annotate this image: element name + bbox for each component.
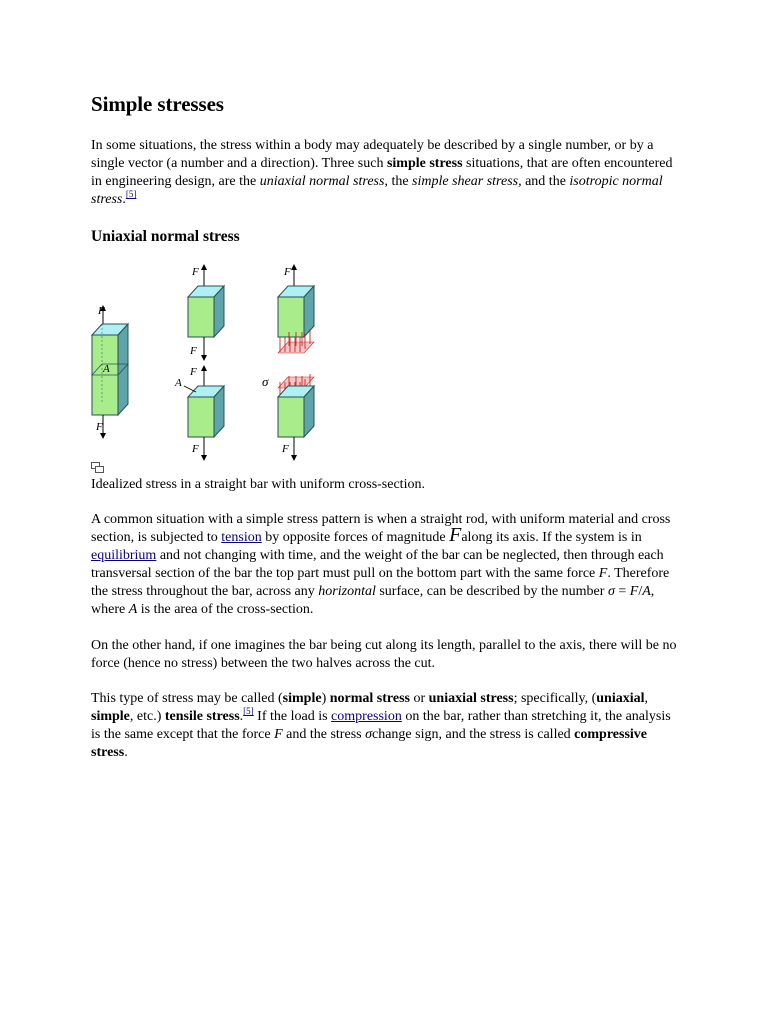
- full-bar: [92, 308, 128, 436]
- tension-link[interactable]: tension: [221, 530, 262, 545]
- equilibrium-link[interactable]: equilibrium: [91, 548, 157, 563]
- math-A: A: [128, 602, 138, 617]
- stress-type-paragraph: [91, 690, 681, 762]
- text-run: .: [122, 192, 126, 207]
- bold-term: uniaxial: [596, 691, 645, 706]
- intro-paragraph: [91, 137, 681, 209]
- label-F: F: [192, 266, 199, 278]
- common-situation-paragraph: [91, 511, 681, 619]
- math-F: F: [449, 524, 462, 546]
- math-sigma: σ: [607, 584, 615, 599]
- text-run: =: [614, 584, 630, 599]
- text-run: or: [409, 691, 429, 706]
- text-run: , etc.): [129, 709, 165, 724]
- text-run: is the area of the cross-section.: [137, 602, 314, 617]
- page-title: Simple stresses: [91, 92, 224, 116]
- bold-term: compressive stress: [91, 727, 648, 760]
- label-F: F: [190, 345, 197, 357]
- bold-term: uniaxial stress: [428, 691, 514, 706]
- text-run: by opposite forces of magnitude: [261, 530, 450, 545]
- text-run: . Therefore the stress throughout the bar, across any: [91, 566, 670, 599]
- text-run: , where: [91, 584, 655, 617]
- text-run: along its axis. If the system is in: [461, 530, 642, 545]
- text-run: ): [321, 691, 330, 706]
- bold-term: simple stress: [386, 156, 463, 171]
- reference-link[interactable]: [5]: [125, 189, 137, 199]
- label-A: A: [175, 377, 182, 389]
- label-F: F: [284, 266, 291, 278]
- italic-term: uniaxial normal stress: [259, 174, 385, 189]
- bold-term: normal stress: [329, 691, 410, 706]
- bold-term: tensile stress: [164, 709, 240, 724]
- text-run: situations, that are often encountered in engineering design, are the: [91, 156, 673, 189]
- math-F: F: [274, 727, 283, 742]
- label-F: F: [98, 305, 105, 317]
- text-run: ; specifically, (: [513, 691, 597, 706]
- compression-link[interactable]: compression: [331, 709, 402, 724]
- text-run: , the: [384, 174, 413, 189]
- reference-link[interactable]: [5]: [243, 706, 254, 716]
- uniaxial-stress-figure: [86, 258, 336, 463]
- bold-term: simple: [91, 709, 130, 724]
- text-run: .: [239, 709, 244, 724]
- figure-caption: Idealized stress in a straight bar with uniform cross-section.: [91, 477, 425, 492]
- italic-term: horizontal: [318, 584, 376, 599]
- text-run: , and the: [518, 174, 570, 189]
- math-F: F: [598, 566, 608, 581]
- label-A: A: [103, 363, 110, 375]
- text-run: and not changing with time, and the weight of the bar can be neglected, then through each transversal section of the bar the top part must pull on the bottom part with the same force: [91, 548, 664, 581]
- text-run: .: [124, 745, 128, 760]
- math-F: F: [629, 584, 639, 599]
- text-run: and the stress: [282, 727, 366, 742]
- other-hand-paragraph: On the other hand, if one imagines the bar being cut along its length, parallel to the axis, there will be no force (hence no stress) between the two halves across the cut.: [91, 638, 677, 671]
- text-run: surface, can be described by the number: [375, 584, 608, 599]
- label-F: F: [192, 443, 199, 455]
- top-half-stress-bar: [278, 267, 314, 353]
- text-run: on the bar, rather than stretching it, the analysis is the same except that the force: [91, 709, 671, 742]
- text-run: change sign, and the stress is called: [372, 727, 575, 742]
- italic-term: isotropic normal stress: [91, 174, 663, 207]
- math-sigma: σ: [365, 727, 372, 742]
- text-run: /: [638, 584, 643, 599]
- label-sigma: σ: [262, 374, 269, 389]
- text-run: A common situation with a simple stress pattern is when a straight rod, with uniform material and cross section, is subjected to: [91, 512, 671, 545]
- bold-term: simple: [282, 691, 322, 706]
- enlarge-icon[interactable]: [91, 462, 105, 473]
- section-heading: Uniaxial normal stress: [91, 228, 240, 245]
- bottom-half-bar: [184, 368, 224, 458]
- label-F: F: [282, 443, 289, 455]
- math-A: A: [642, 584, 651, 599]
- text-run: In some situations, the stress within a body may adequately be described by a single number, or by a single vector (a number and a direction). Three such: [91, 138, 654, 171]
- label-F: F: [96, 421, 103, 433]
- label-F: F: [190, 366, 197, 378]
- text-run: This type of stress may be called (: [91, 691, 283, 706]
- text-run: ,: [644, 691, 648, 706]
- italic-term: simple shear stress: [412, 174, 519, 189]
- text-run: If the load is: [253, 709, 332, 724]
